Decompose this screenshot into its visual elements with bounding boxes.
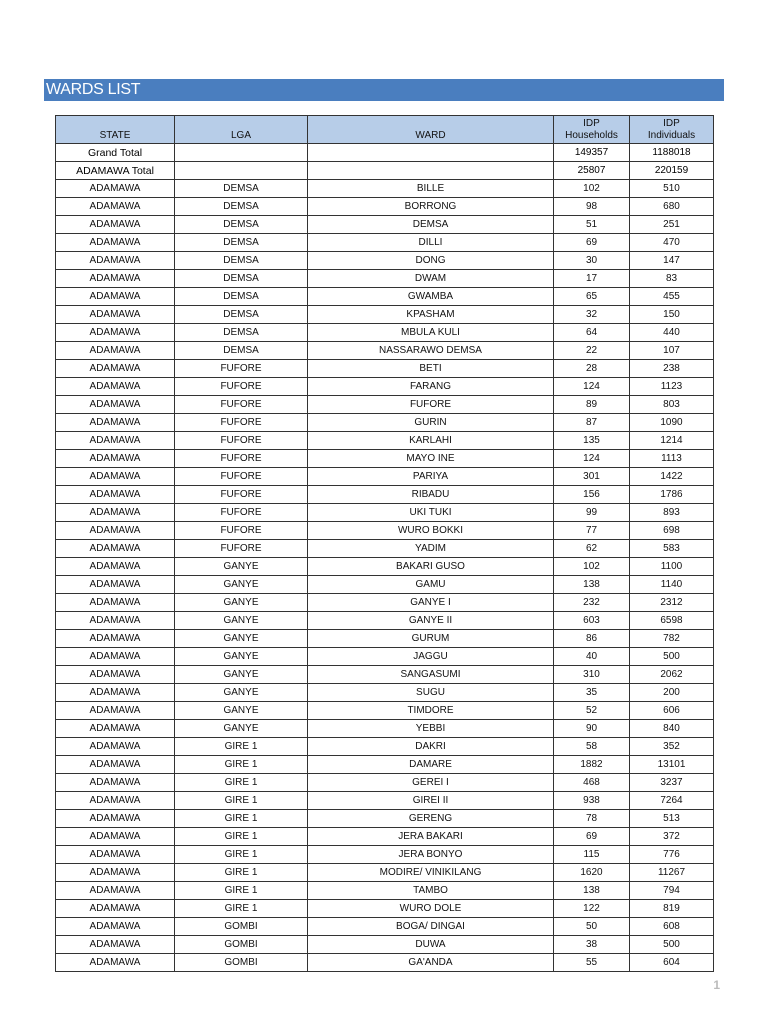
state-total-individuals: 220159 — [630, 162, 714, 180]
cell-idp-households: 32 — [554, 306, 630, 324]
table-row — [56, 864, 714, 882]
cell-idp-households: 87 — [554, 414, 630, 432]
cell-lga: GIRE 1 — [175, 738, 308, 756]
cell-state: ADAMAWA — [56, 468, 175, 486]
cell-ward: SANGASUMI — [308, 666, 554, 684]
cell-state: ADAMAWA — [56, 684, 175, 702]
cell-idp-households: 1620 — [554, 864, 630, 882]
cell-lga: FUFORE — [175, 486, 308, 504]
cell-idp-individuals: 238 — [630, 360, 714, 378]
cell-idp-households: 138 — [554, 882, 630, 900]
state-total-lga — [175, 162, 308, 180]
cell-ward: YEBBI — [308, 720, 554, 738]
table-row — [56, 540, 714, 558]
cell-state: ADAMAWA — [56, 432, 175, 450]
cell-lga: GANYE — [175, 684, 308, 702]
cell-idp-households: 17 — [554, 270, 630, 288]
cell-ward: BOGA/ DINGAI — [308, 918, 554, 936]
cell-ward: FARANG — [308, 378, 554, 396]
cell-state: ADAMAWA — [56, 810, 175, 828]
cell-idp-households: 38 — [554, 936, 630, 954]
cell-lga: FUFORE — [175, 432, 308, 450]
cell-state: ADAMAWA — [56, 648, 175, 666]
table-row — [56, 558, 714, 576]
cell-idp-individuals: 1100 — [630, 558, 714, 576]
cell-lga: FUFORE — [175, 414, 308, 432]
state-total-ward — [308, 162, 554, 180]
cell-idp-households: 89 — [554, 396, 630, 414]
cell-idp-households: 90 — [554, 720, 630, 738]
table-row — [56, 486, 714, 504]
cell-ward: MBULA KULI — [308, 324, 554, 342]
cell-state: ADAMAWA — [56, 702, 175, 720]
cell-state: ADAMAWA — [56, 918, 175, 936]
cell-ward: GA'ANDA — [308, 954, 554, 972]
col-header-idp-households-line2: Households — [565, 130, 618, 141]
cell-state: ADAMAWA — [56, 414, 175, 432]
cell-state: ADAMAWA — [56, 720, 175, 738]
cell-idp-households: 22 — [554, 342, 630, 360]
table-row — [56, 432, 714, 450]
cell-state: ADAMAWA — [56, 324, 175, 342]
cell-idp-households: 938 — [554, 792, 630, 810]
table-row — [56, 324, 714, 342]
table-header-row — [56, 116, 714, 144]
cell-lga: FUFORE — [175, 540, 308, 558]
cell-ward: BILLE — [308, 180, 554, 198]
cell-state: ADAMAWA — [56, 486, 175, 504]
cell-idp-individuals: 513 — [630, 810, 714, 828]
cell-ward: JERA BONYO — [308, 846, 554, 864]
col-header-ward: WARD — [308, 116, 554, 144]
cell-ward: GURUM — [308, 630, 554, 648]
cell-idp-individuals: 583 — [630, 540, 714, 558]
table-row — [56, 450, 714, 468]
cell-lga: GANYE — [175, 702, 308, 720]
title-banner — [44, 79, 724, 101]
cell-idp-individuals: 698 — [630, 522, 714, 540]
state-total-label: ADAMAWA Total — [56, 162, 175, 180]
cell-state: ADAMAWA — [56, 198, 175, 216]
cell-lga: FUFORE — [175, 522, 308, 540]
table-row — [56, 936, 714, 954]
cell-state: ADAMAWA — [56, 540, 175, 558]
cell-idp-individuals: 1090 — [630, 414, 714, 432]
cell-idp-households: 28 — [554, 360, 630, 378]
cell-idp-individuals: 470 — [630, 234, 714, 252]
table-row — [56, 234, 714, 252]
cell-ward: GWAMBA — [308, 288, 554, 306]
cell-idp-households: 58 — [554, 738, 630, 756]
cell-lga: DEMSA — [175, 288, 308, 306]
cell-idp-households: 64 — [554, 324, 630, 342]
table-row — [56, 378, 714, 396]
cell-state: ADAMAWA — [56, 450, 175, 468]
table-row — [56, 504, 714, 522]
cell-lga: GIRE 1 — [175, 828, 308, 846]
cell-idp-households: 1882 — [554, 756, 630, 774]
cell-idp-individuals: 2312 — [630, 594, 714, 612]
cell-idp-households: 55 — [554, 954, 630, 972]
cell-idp-households: 301 — [554, 468, 630, 486]
cell-lga: GANYE — [175, 630, 308, 648]
cell-idp-households: 99 — [554, 504, 630, 522]
cell-idp-individuals: 1214 — [630, 432, 714, 450]
cell-lga: DEMSA — [175, 234, 308, 252]
cell-lga: GIRE 1 — [175, 846, 308, 864]
table-row — [56, 666, 714, 684]
cell-idp-individuals: 803 — [630, 396, 714, 414]
grand-total-lga — [175, 144, 308, 162]
cell-idp-individuals: 372 — [630, 828, 714, 846]
cell-ward: DAMARE — [308, 756, 554, 774]
table-row — [56, 846, 714, 864]
cell-ward: MODIRE/ VINIKILANG — [308, 864, 554, 882]
table-row — [56, 360, 714, 378]
cell-idp-households: 52 — [554, 702, 630, 720]
table-row — [56, 630, 714, 648]
table-row — [56, 414, 714, 432]
cell-idp-households: 310 — [554, 666, 630, 684]
cell-idp-households: 69 — [554, 828, 630, 846]
grand-total-row — [56, 144, 714, 162]
cell-idp-individuals: 107 — [630, 342, 714, 360]
cell-idp-individuals: 11267 — [630, 864, 714, 882]
col-header-lga: LGA — [175, 116, 308, 144]
cell-state: ADAMAWA — [56, 738, 175, 756]
state-total-row — [56, 162, 714, 180]
cell-lga: GOMBI — [175, 918, 308, 936]
cell-lga: DEMSA — [175, 306, 308, 324]
table-row — [56, 594, 714, 612]
cell-idp-individuals: 251 — [630, 216, 714, 234]
cell-lga: FUFORE — [175, 468, 308, 486]
cell-state: ADAMAWA — [56, 558, 175, 576]
grand-total-households: 149357 — [554, 144, 630, 162]
cell-idp-households: 135 — [554, 432, 630, 450]
cell-lga: FUFORE — [175, 396, 308, 414]
cell-state: ADAMAWA — [56, 666, 175, 684]
cell-idp-households: 122 — [554, 900, 630, 918]
cell-idp-individuals: 3237 — [630, 774, 714, 792]
cell-idp-individuals: 1123 — [630, 378, 714, 396]
cell-idp-individuals: 147 — [630, 252, 714, 270]
cell-state: ADAMAWA — [56, 180, 175, 198]
grand-total-ward — [308, 144, 554, 162]
cell-idp-individuals: 352 — [630, 738, 714, 756]
cell-state: ADAMAWA — [56, 234, 175, 252]
table-row — [56, 180, 714, 198]
state-total-households: 25807 — [554, 162, 630, 180]
cell-ward: BETI — [308, 360, 554, 378]
cell-lga: GIRE 1 — [175, 774, 308, 792]
cell-idp-individuals: 13101 — [630, 756, 714, 774]
cell-ward: WURO DOLE — [308, 900, 554, 918]
cell-lga: GOMBI — [175, 954, 308, 972]
cell-lga: FUFORE — [175, 450, 308, 468]
cell-ward: JAGGU — [308, 648, 554, 666]
cell-idp-households: 232 — [554, 594, 630, 612]
cell-idp-households: 40 — [554, 648, 630, 666]
table-row — [56, 684, 714, 702]
table-row — [56, 522, 714, 540]
cell-idp-individuals: 782 — [630, 630, 714, 648]
table-row — [56, 810, 714, 828]
table-row — [56, 720, 714, 738]
page-title: WARDS LIST — [46, 81, 141, 98]
cell-state: ADAMAWA — [56, 378, 175, 396]
table-row — [56, 648, 714, 666]
cell-lga: FUFORE — [175, 360, 308, 378]
cell-state: ADAMAWA — [56, 756, 175, 774]
cell-ward: RIBADU — [308, 486, 554, 504]
cell-idp-individuals: 840 — [630, 720, 714, 738]
cell-idp-individuals: 776 — [630, 846, 714, 864]
col-header-state: STATE — [56, 116, 175, 144]
cell-idp-households: 78 — [554, 810, 630, 828]
cell-idp-households: 102 — [554, 180, 630, 198]
cell-idp-households: 86 — [554, 630, 630, 648]
cell-ward: GURIN — [308, 414, 554, 432]
cell-ward: UKI TUKI — [308, 504, 554, 522]
cell-idp-households: 77 — [554, 522, 630, 540]
cell-ward: BAKARI GUSO — [308, 558, 554, 576]
cell-ward: JERA BAKARI — [308, 828, 554, 846]
cell-idp-households: 102 — [554, 558, 630, 576]
table-row — [56, 828, 714, 846]
cell-idp-individuals: 83 — [630, 270, 714, 288]
cell-ward: YADIM — [308, 540, 554, 558]
cell-idp-households: 124 — [554, 450, 630, 468]
cell-ward: DAKRI — [308, 738, 554, 756]
cell-state: ADAMAWA — [56, 900, 175, 918]
cell-state: ADAMAWA — [56, 630, 175, 648]
cell-lga: GANYE — [175, 612, 308, 630]
cell-idp-households: 138 — [554, 576, 630, 594]
cell-idp-individuals: 680 — [630, 198, 714, 216]
cell-idp-households: 69 — [554, 234, 630, 252]
cell-ward: FUFORE — [308, 396, 554, 414]
cell-idp-individuals: 200 — [630, 684, 714, 702]
cell-state: ADAMAWA — [56, 882, 175, 900]
cell-state: ADAMAWA — [56, 522, 175, 540]
cell-state: ADAMAWA — [56, 594, 175, 612]
table-row — [56, 270, 714, 288]
table-row — [56, 198, 714, 216]
cell-state: ADAMAWA — [56, 846, 175, 864]
cell-idp-individuals: 1113 — [630, 450, 714, 468]
col-header-idp-households-line1: IDP — [583, 118, 600, 129]
cell-lga: GIRE 1 — [175, 900, 308, 918]
cell-state: ADAMAWA — [56, 216, 175, 234]
cell-idp-households: 35 — [554, 684, 630, 702]
cell-state: ADAMAWA — [56, 774, 175, 792]
cell-idp-individuals: 1422 — [630, 468, 714, 486]
cell-ward: WURO BOKKI — [308, 522, 554, 540]
cell-state: ADAMAWA — [56, 792, 175, 810]
cell-idp-households: 98 — [554, 198, 630, 216]
cell-idp-individuals: 819 — [630, 900, 714, 918]
cell-idp-individuals: 510 — [630, 180, 714, 198]
cell-ward: GAMU — [308, 576, 554, 594]
cell-state: ADAMAWA — [56, 252, 175, 270]
table-row — [56, 288, 714, 306]
table-row — [56, 468, 714, 486]
cell-idp-individuals: 1140 — [630, 576, 714, 594]
cell-state: ADAMAWA — [56, 936, 175, 954]
table-row — [56, 216, 714, 234]
cell-ward: DONG — [308, 252, 554, 270]
table-row — [56, 252, 714, 270]
cell-ward: GANYE I — [308, 594, 554, 612]
cell-state: ADAMAWA — [56, 396, 175, 414]
cell-idp-individuals: 6598 — [630, 612, 714, 630]
cell-lga: DEMSA — [175, 342, 308, 360]
page-number: 1 — [713, 978, 720, 992]
cell-lga: GANYE — [175, 648, 308, 666]
cell-ward: TIMDORE — [308, 702, 554, 720]
cell-idp-individuals: 893 — [630, 504, 714, 522]
table-row — [56, 882, 714, 900]
cell-idp-households: 115 — [554, 846, 630, 864]
cell-idp-individuals: 2062 — [630, 666, 714, 684]
cell-lga: GANYE — [175, 576, 308, 594]
cell-idp-households: 30 — [554, 252, 630, 270]
cell-lga: GIRE 1 — [175, 882, 308, 900]
cell-idp-individuals: 7264 — [630, 792, 714, 810]
cell-idp-individuals: 150 — [630, 306, 714, 324]
cell-idp-individuals: 455 — [630, 288, 714, 306]
cell-lga: GANYE — [175, 666, 308, 684]
wards-table — [55, 115, 714, 972]
table-row — [56, 576, 714, 594]
cell-ward: NASSARAWO DEMSA — [308, 342, 554, 360]
cell-lga: GIRE 1 — [175, 864, 308, 882]
grand-total-label: Grand Total — [56, 144, 175, 162]
table-row — [56, 774, 714, 792]
cell-lga: DEMSA — [175, 180, 308, 198]
cell-ward: TAMBO — [308, 882, 554, 900]
cell-state: ADAMAWA — [56, 504, 175, 522]
table-row — [56, 612, 714, 630]
cell-state: ADAMAWA — [56, 864, 175, 882]
cell-lga: DEMSA — [175, 198, 308, 216]
cell-lga: DEMSA — [175, 216, 308, 234]
cell-idp-households: 62 — [554, 540, 630, 558]
cell-ward: GIREI II — [308, 792, 554, 810]
table-row — [56, 342, 714, 360]
table-row — [56, 306, 714, 324]
col-header-idp-households — [554, 116, 630, 144]
cell-lga: GANYE — [175, 720, 308, 738]
cell-state: ADAMAWA — [56, 270, 175, 288]
table-row — [56, 702, 714, 720]
cell-ward: SUGU — [308, 684, 554, 702]
cell-state: ADAMAWA — [56, 288, 175, 306]
table-row — [56, 738, 714, 756]
cell-idp-households: 124 — [554, 378, 630, 396]
cell-idp-households: 603 — [554, 612, 630, 630]
cell-state: ADAMAWA — [56, 576, 175, 594]
table-row — [56, 918, 714, 936]
cell-state: ADAMAWA — [56, 954, 175, 972]
cell-lga: DEMSA — [175, 324, 308, 342]
table-row — [56, 396, 714, 414]
cell-idp-individuals: 608 — [630, 918, 714, 936]
cell-idp-individuals: 440 — [630, 324, 714, 342]
table-row — [56, 756, 714, 774]
cell-lga: DEMSA — [175, 270, 308, 288]
cell-ward: KPASHAM — [308, 306, 554, 324]
cell-lga: GANYE — [175, 558, 308, 576]
col-header-idp-individuals-line1: IDP — [663, 118, 680, 129]
cell-state: ADAMAWA — [56, 360, 175, 378]
cell-idp-individuals: 604 — [630, 954, 714, 972]
cell-idp-individuals: 606 — [630, 702, 714, 720]
cell-ward: DEMSA — [308, 216, 554, 234]
cell-idp-households: 50 — [554, 918, 630, 936]
cell-idp-households: 156 — [554, 486, 630, 504]
cell-state: ADAMAWA — [56, 828, 175, 846]
table-row — [56, 954, 714, 972]
cell-ward: GANYE II — [308, 612, 554, 630]
cell-idp-households: 468 — [554, 774, 630, 792]
cell-lga: DEMSA — [175, 252, 308, 270]
cell-ward: DILLI — [308, 234, 554, 252]
cell-idp-households: 65 — [554, 288, 630, 306]
cell-state: ADAMAWA — [56, 306, 175, 324]
cell-lga: GOMBI — [175, 936, 308, 954]
cell-ward: DUWA — [308, 936, 554, 954]
cell-state: ADAMAWA — [56, 342, 175, 360]
cell-ward: GEREI I — [308, 774, 554, 792]
cell-idp-individuals: 500 — [630, 648, 714, 666]
cell-idp-households: 51 — [554, 216, 630, 234]
table-row — [56, 900, 714, 918]
table-row — [56, 792, 714, 810]
col-header-idp-individuals-line2: Individuals — [647, 130, 696, 141]
cell-ward: MAYO INE — [308, 450, 554, 468]
cell-ward: BORRONG — [308, 198, 554, 216]
cell-lga: GIRE 1 — [175, 792, 308, 810]
cell-idp-individuals: 1786 — [630, 486, 714, 504]
cell-ward: GERENG — [308, 810, 554, 828]
grand-total-individuals: 1188018 — [630, 144, 714, 162]
cell-lga: GANYE — [175, 594, 308, 612]
cell-lga: GIRE 1 — [175, 756, 308, 774]
cell-state: ADAMAWA — [56, 612, 175, 630]
col-header-idp-individuals — [630, 116, 714, 144]
cell-idp-individuals: 794 — [630, 882, 714, 900]
cell-ward: PARIYA — [308, 468, 554, 486]
cell-idp-individuals: 500 — [630, 936, 714, 954]
cell-lga: GIRE 1 — [175, 810, 308, 828]
cell-lga: FUFORE — [175, 504, 308, 522]
cell-ward: DWAM — [308, 270, 554, 288]
cell-lga: FUFORE — [175, 378, 308, 396]
cell-ward: KARLAHI — [308, 432, 554, 450]
